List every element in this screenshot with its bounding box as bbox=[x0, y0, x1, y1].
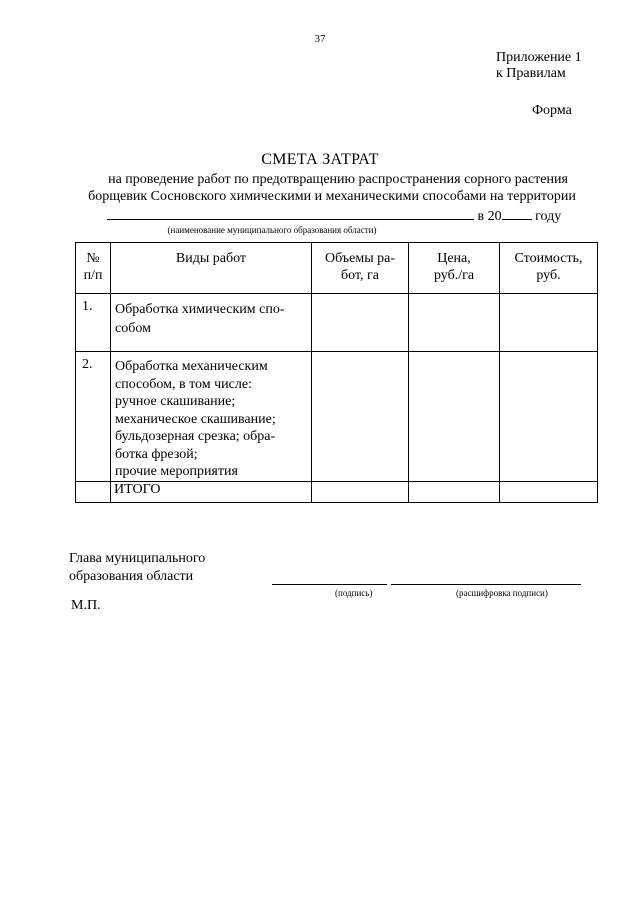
appendix-label: Приложение 1 bbox=[496, 50, 582, 65]
work-line: механическое скашивание; bbox=[115, 411, 276, 427]
row-volume[interactable] bbox=[312, 352, 409, 482]
header-price: Цена, руб./га bbox=[409, 243, 500, 294]
table-row bbox=[76, 294, 598, 352]
signature-caption: (подпись) bbox=[335, 588, 373, 598]
row-price[interactable] bbox=[409, 294, 500, 352]
total-price[interactable] bbox=[409, 481, 500, 502]
work-line: ботка фрезой; bbox=[115, 446, 198, 462]
territory-line bbox=[107, 207, 561, 225]
work-line: бульдозерная срезка; обра- bbox=[115, 429, 276, 444]
territory-hint: (наименование муниципального образования области) bbox=[167, 225, 377, 235]
table-row bbox=[76, 352, 598, 482]
signature-line[interactable] bbox=[272, 584, 387, 585]
subtitle-line-2: борщевик Сосновского химическими и механическими способами на территории bbox=[88, 189, 576, 204]
subtitle-line-1: на проведение работ по предотвращению распространения сорного растения bbox=[108, 172, 568, 187]
row-cost[interactable] bbox=[500, 352, 598, 482]
header-cost: Стоимость, руб. bbox=[500, 243, 598, 294]
territory-blank bbox=[107, 207, 474, 220]
stamp-place-label: М.П. bbox=[71, 598, 101, 613]
year-blank bbox=[502, 207, 532, 220]
work-line: способом, в том числе: bbox=[115, 376, 252, 392]
page-number: 37 bbox=[314, 33, 326, 45]
row-price[interactable] bbox=[409, 352, 500, 482]
appendix-rules-label: к Правилам bbox=[496, 66, 566, 81]
header-volume: Объемы ра- бот, га bbox=[312, 243, 409, 294]
total-num bbox=[76, 481, 111, 502]
year-prefix: в 20 bbox=[477, 209, 502, 224]
total-volume[interactable] bbox=[312, 481, 409, 502]
document-title: СМЕТА ЗАТРАТ bbox=[261, 151, 379, 168]
row-num: 2. bbox=[76, 352, 111, 482]
table-total-row bbox=[76, 481, 598, 502]
header-num: № п/п bbox=[76, 243, 111, 294]
row-cost[interactable] bbox=[500, 294, 598, 352]
total-label: ИТОГО bbox=[111, 481, 312, 502]
signatory-role-line-2: образования области bbox=[69, 569, 194, 584]
year-suffix: году bbox=[535, 209, 562, 224]
signatory-role-line-1: Глава муниципального bbox=[69, 551, 206, 566]
row-num: 1. bbox=[76, 294, 111, 352]
work-line: ручное скашивание; bbox=[115, 394, 236, 409]
form-label: Форма bbox=[532, 103, 572, 118]
work-line: собом bbox=[115, 321, 151, 336]
row-work bbox=[111, 294, 312, 352]
row-work bbox=[111, 352, 312, 482]
signature-decode-caption: (расшифровка подписи) bbox=[456, 588, 548, 598]
work-line: прочие мероприятия bbox=[115, 464, 238, 479]
work-line: Обработка химическим спо- bbox=[115, 302, 285, 317]
cost-table bbox=[75, 242, 598, 503]
row-volume[interactable] bbox=[312, 294, 409, 352]
work-line: Обработка механическим bbox=[115, 359, 268, 374]
signature-decode-line[interactable] bbox=[391, 584, 581, 585]
total-cost[interactable] bbox=[500, 481, 598, 502]
table-header-row bbox=[76, 243, 598, 294]
header-work: Виды работ bbox=[111, 243, 312, 294]
